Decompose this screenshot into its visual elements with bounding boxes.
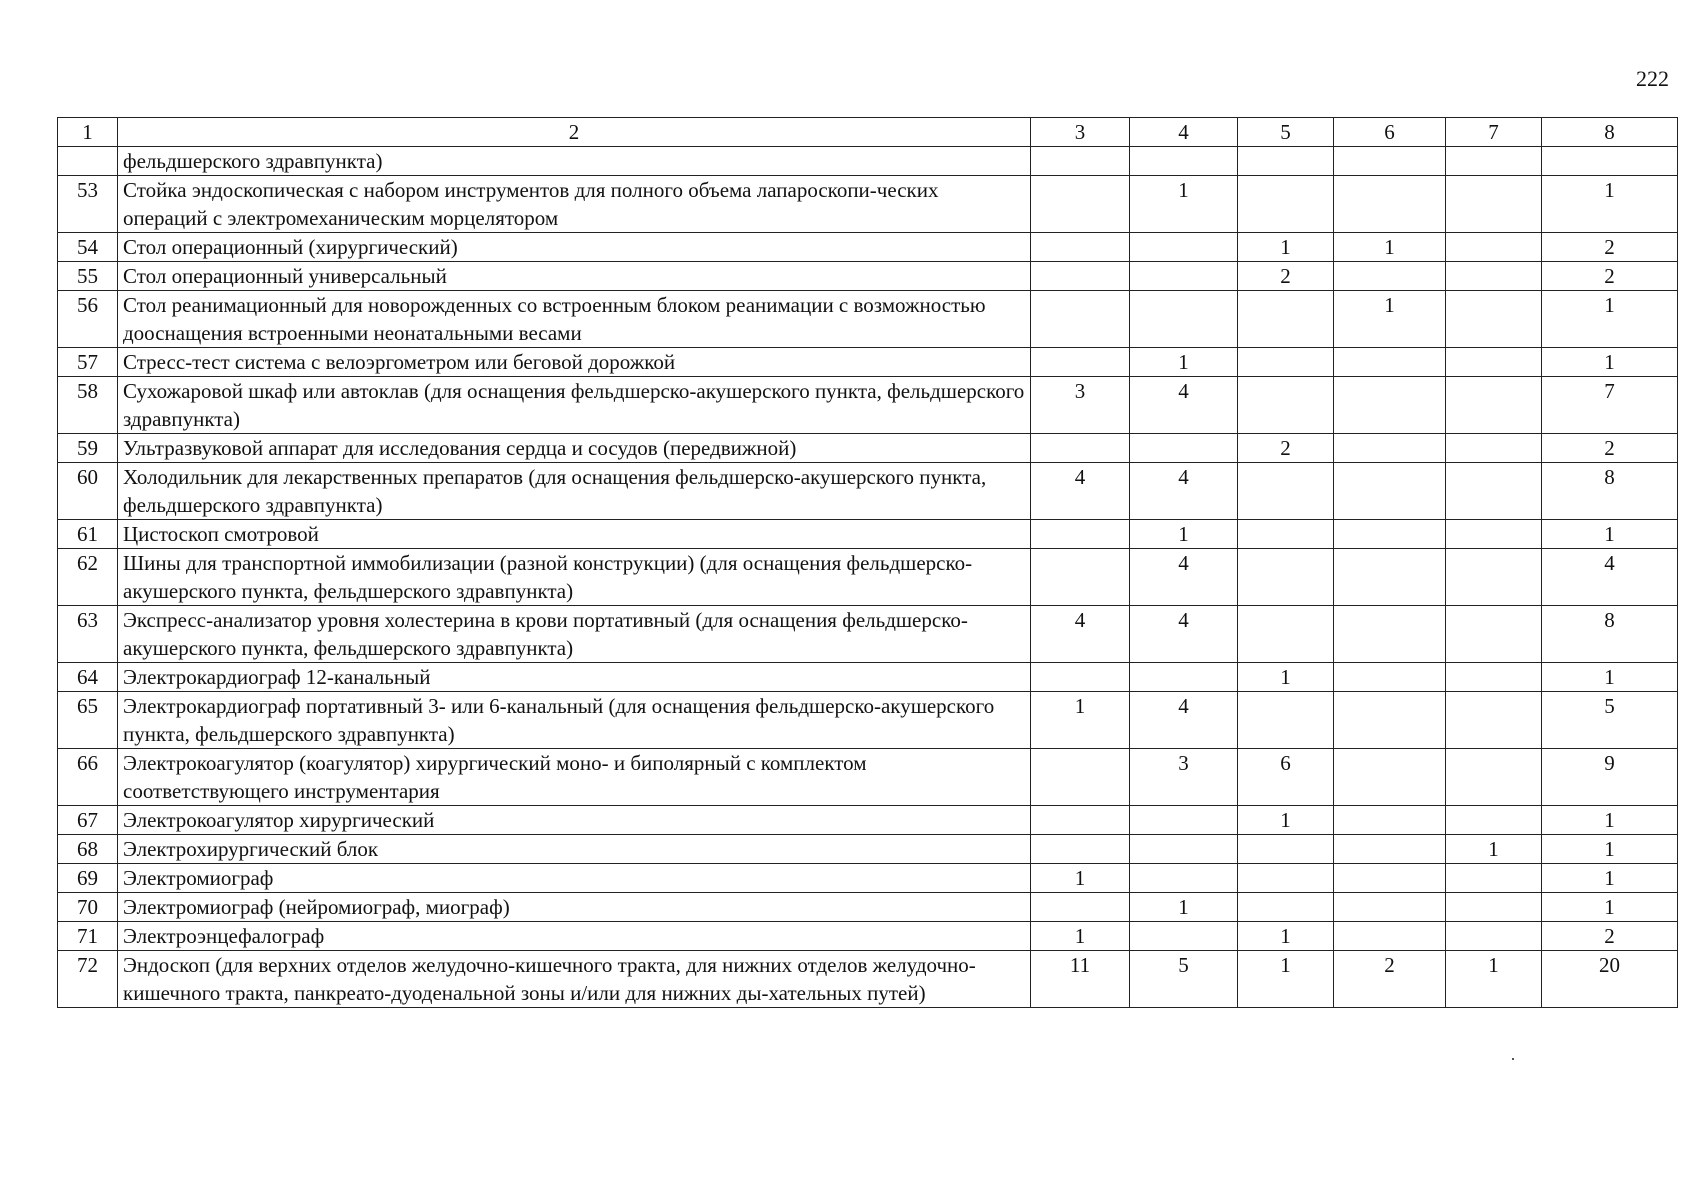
column-4-cell xyxy=(1130,835,1238,864)
column-4-cell xyxy=(1130,291,1238,348)
column-7-cell xyxy=(1446,348,1542,377)
column-5-cell xyxy=(1238,549,1334,606)
column-8-total-cell: 8 xyxy=(1542,463,1678,520)
equipment-name-cell: Шины для транспортной иммобилизации (разной конструкции) (для оснащения фельдшерско-акушерского пункта, фельдшерского здравпункта) xyxy=(118,549,1031,606)
column-8-total-cell: 1 xyxy=(1542,663,1678,692)
equipment-name-cell: Электрохирургический блок xyxy=(118,835,1031,864)
column-3-cell xyxy=(1031,348,1130,377)
row-number-cell: 72 xyxy=(58,951,118,1008)
column-5-cell xyxy=(1238,291,1334,348)
column-8-total-cell: 1 xyxy=(1542,893,1678,922)
column-7-cell xyxy=(1446,291,1542,348)
row-number-cell: 63 xyxy=(58,606,118,663)
column-3-cell xyxy=(1031,233,1130,262)
continuation-row xyxy=(58,147,1678,176)
column-header-6: 6 xyxy=(1334,118,1446,147)
column-5-cell: 1 xyxy=(1238,806,1334,835)
column-8-total-cell: 7 xyxy=(1542,377,1678,434)
column-7-cell xyxy=(1446,520,1542,549)
column-7-cell xyxy=(1446,922,1542,951)
continuation-empty-cell xyxy=(1130,147,1238,176)
continuation-number-cell xyxy=(58,147,118,176)
column-4-cell: 4 xyxy=(1130,606,1238,663)
table-row xyxy=(58,176,1678,233)
table-row xyxy=(58,835,1678,864)
table-row xyxy=(58,806,1678,835)
table-body xyxy=(58,118,1678,1008)
table-row xyxy=(58,893,1678,922)
column-3-cell xyxy=(1031,749,1130,806)
column-6-cell xyxy=(1334,922,1446,951)
column-8-total-cell: 5 xyxy=(1542,692,1678,749)
column-6-cell xyxy=(1334,549,1446,606)
row-number-cell: 58 xyxy=(58,377,118,434)
column-7-cell xyxy=(1446,377,1542,434)
column-5-cell xyxy=(1238,606,1334,663)
column-7-cell xyxy=(1446,262,1542,291)
column-5-cell: 1 xyxy=(1238,233,1334,262)
column-6-cell xyxy=(1334,835,1446,864)
column-4-cell: 1 xyxy=(1130,893,1238,922)
column-8-total-cell: 1 xyxy=(1542,835,1678,864)
equipment-name-cell: Электрокоагулятор (коагулятор) хирургический моно- и биполярный с комплектом соответствующего инструментария xyxy=(118,749,1031,806)
column-7-cell xyxy=(1446,463,1542,520)
column-8-total-cell: 1 xyxy=(1542,176,1678,233)
table-row xyxy=(58,663,1678,692)
column-6-cell xyxy=(1334,262,1446,291)
equipment-name-cell: Стол реанимационный для новорожденных со встроенным блоком реанимации с возможностью дооснащения встроенными неонатальными весами xyxy=(118,291,1031,348)
column-3-cell xyxy=(1031,176,1130,233)
column-7-cell xyxy=(1446,233,1542,262)
column-5-cell xyxy=(1238,377,1334,434)
column-7-cell xyxy=(1446,176,1542,233)
column-4-cell: 4 xyxy=(1130,692,1238,749)
column-4-cell: 4 xyxy=(1130,377,1238,434)
column-5-cell xyxy=(1238,520,1334,549)
column-5-cell xyxy=(1238,835,1334,864)
column-4-cell xyxy=(1130,864,1238,893)
table-row xyxy=(58,749,1678,806)
row-number-cell: 56 xyxy=(58,291,118,348)
column-8-total-cell: 1 xyxy=(1542,806,1678,835)
column-6-cell xyxy=(1334,348,1446,377)
table-row xyxy=(58,463,1678,520)
column-7-cell xyxy=(1446,806,1542,835)
column-6-cell xyxy=(1334,663,1446,692)
column-7-cell xyxy=(1446,692,1542,749)
row-number-cell: 65 xyxy=(58,692,118,749)
row-number-cell: 71 xyxy=(58,922,118,951)
column-4-cell xyxy=(1130,434,1238,463)
column-7-cell xyxy=(1446,864,1542,893)
column-header-4: 4 xyxy=(1130,118,1238,147)
row-number-cell: 57 xyxy=(58,348,118,377)
column-4-cell: 4 xyxy=(1130,463,1238,520)
column-4-cell: 5 xyxy=(1130,951,1238,1008)
column-3-cell: 1 xyxy=(1031,692,1130,749)
column-3-cell xyxy=(1031,434,1130,463)
column-8-total-cell: 2 xyxy=(1542,434,1678,463)
column-5-cell: 1 xyxy=(1238,951,1334,1008)
equipment-name-cell: Электромиограф xyxy=(118,864,1031,893)
column-6-cell: 1 xyxy=(1334,233,1446,262)
table-row xyxy=(58,864,1678,893)
column-6-cell xyxy=(1334,176,1446,233)
column-6-cell: 2 xyxy=(1334,951,1446,1008)
table-row xyxy=(58,606,1678,663)
column-3-cell: 3 xyxy=(1031,377,1130,434)
column-6-cell xyxy=(1334,692,1446,749)
column-3-cell: 4 xyxy=(1031,463,1130,520)
scan-speck xyxy=(1512,1058,1514,1060)
column-5-cell xyxy=(1238,864,1334,893)
column-7-cell xyxy=(1446,549,1542,606)
row-number-cell: 54 xyxy=(58,233,118,262)
column-4-cell xyxy=(1130,806,1238,835)
equipment-name-cell: Электромиограф (нейромиограф, миограф) xyxy=(118,893,1031,922)
column-4-cell xyxy=(1130,663,1238,692)
column-8-total-cell: 2 xyxy=(1542,262,1678,291)
equipment-name-cell: Эндоскоп (для верхних отделов желудочно-кишечного тракта, для нижних отделов желудочно-кишечного тракта, панкреато-дуоденальной зоны и/или для нижних ды-хательных путей) xyxy=(118,951,1031,1008)
table-row xyxy=(58,348,1678,377)
column-7-cell xyxy=(1446,663,1542,692)
table-row xyxy=(58,549,1678,606)
column-8-total-cell: 20 xyxy=(1542,951,1678,1008)
row-number-cell: 69 xyxy=(58,864,118,893)
column-5-cell: 6 xyxy=(1238,749,1334,806)
row-number-cell: 53 xyxy=(58,176,118,233)
column-6-cell xyxy=(1334,520,1446,549)
column-4-cell xyxy=(1130,922,1238,951)
equipment-name-cell: Экспресс-анализатор уровня холестерина в крови портативный (для оснащения фельдшерско-акушерского пункта, фельдшерского здравпункта) xyxy=(118,606,1031,663)
equipment-name-cell: Стресс-тест система с велоэргометром или беговой дорожкой xyxy=(118,348,1031,377)
column-8-total-cell: 1 xyxy=(1542,348,1678,377)
equipment-name-cell: Ультразвуковой аппарат для исследования сердца и сосудов (передвижной) xyxy=(118,434,1031,463)
column-7-cell xyxy=(1446,606,1542,663)
row-number-cell: 68 xyxy=(58,835,118,864)
column-header-3: 3 xyxy=(1031,118,1130,147)
equipment-name-cell: Стойка эндоскопическая с набором инструментов для полного объема лапароскопи-ческих операций с электромеханическим морцелятором xyxy=(118,176,1031,233)
column-8-total-cell: 9 xyxy=(1542,749,1678,806)
column-3-cell: 1 xyxy=(1031,922,1130,951)
row-number-cell: 60 xyxy=(58,463,118,520)
column-4-cell: 3 xyxy=(1130,749,1238,806)
column-8-total-cell: 1 xyxy=(1542,864,1678,893)
table-row xyxy=(58,520,1678,549)
column-header-8: 8 xyxy=(1542,118,1678,147)
column-6-cell: 1 xyxy=(1334,291,1446,348)
column-5-cell: 1 xyxy=(1238,922,1334,951)
column-5-cell xyxy=(1238,348,1334,377)
column-7-cell: 1 xyxy=(1446,835,1542,864)
column-3-cell xyxy=(1031,806,1130,835)
column-5-cell xyxy=(1238,893,1334,922)
row-number-cell: 67 xyxy=(58,806,118,835)
column-3-cell: 4 xyxy=(1031,606,1130,663)
column-header-7: 7 xyxy=(1446,118,1542,147)
column-8-total-cell: 4 xyxy=(1542,549,1678,606)
column-3-cell: 1 xyxy=(1031,864,1130,893)
column-6-cell xyxy=(1334,434,1446,463)
table-row xyxy=(58,262,1678,291)
table-row xyxy=(58,233,1678,262)
column-3-cell xyxy=(1031,262,1130,291)
column-5-cell xyxy=(1238,692,1334,749)
row-number-cell: 59 xyxy=(58,434,118,463)
column-header-1: 1 xyxy=(58,118,118,147)
equipment-name-cell: Электрокардиограф 12-канальный xyxy=(118,663,1031,692)
table-row xyxy=(58,951,1678,1008)
equipment-name-cell: Стол операционный универсальный xyxy=(118,262,1031,291)
continuation-empty-cell xyxy=(1031,147,1130,176)
column-4-cell xyxy=(1130,233,1238,262)
continuation-empty-cell xyxy=(1446,147,1542,176)
column-3-cell xyxy=(1031,291,1130,348)
column-3-cell xyxy=(1031,520,1130,549)
equipment-name-cell: Электрокоагулятор хирургический xyxy=(118,806,1031,835)
equipment-table xyxy=(57,117,1678,1008)
column-4-cell: 4 xyxy=(1130,549,1238,606)
equipment-name-cell: Стол операционный (хирургический) xyxy=(118,233,1031,262)
equipment-name-cell: Электроэнцефалограф xyxy=(118,922,1031,951)
table-row xyxy=(58,377,1678,434)
column-7-cell xyxy=(1446,749,1542,806)
row-number-cell: 62 xyxy=(58,549,118,606)
column-6-cell xyxy=(1334,864,1446,893)
column-header-2: 2 xyxy=(118,118,1031,147)
column-5-cell xyxy=(1238,176,1334,233)
column-7-cell: 1 xyxy=(1446,951,1542,1008)
column-4-cell: 1 xyxy=(1130,348,1238,377)
column-6-cell xyxy=(1334,893,1446,922)
table-row xyxy=(58,692,1678,749)
column-6-cell xyxy=(1334,749,1446,806)
continuation-text: фельдшерского здравпункта) xyxy=(118,147,1031,176)
row-number-cell: 61 xyxy=(58,520,118,549)
column-3-cell xyxy=(1031,893,1130,922)
column-6-cell xyxy=(1334,377,1446,434)
table-row xyxy=(58,291,1678,348)
column-4-cell xyxy=(1130,262,1238,291)
column-5-cell: 2 xyxy=(1238,434,1334,463)
column-5-cell: 2 xyxy=(1238,262,1334,291)
equipment-name-cell: Электрокардиограф портативный 3- или 6-канальный (для оснащения фельдшерско-акушерского пункта, фельдшерского здравпункта) xyxy=(118,692,1031,749)
column-6-cell xyxy=(1334,606,1446,663)
column-8-total-cell: 2 xyxy=(1542,922,1678,951)
column-8-total-cell: 1 xyxy=(1542,520,1678,549)
continuation-empty-cell xyxy=(1238,147,1334,176)
row-number-cell: 66 xyxy=(58,749,118,806)
column-header-5: 5 xyxy=(1238,118,1334,147)
column-7-cell xyxy=(1446,434,1542,463)
column-3-cell xyxy=(1031,663,1130,692)
column-4-cell: 1 xyxy=(1130,520,1238,549)
continuation-empty-cell xyxy=(1334,147,1446,176)
row-number-cell: 55 xyxy=(58,262,118,291)
column-5-cell: 1 xyxy=(1238,663,1334,692)
row-number-cell: 70 xyxy=(58,893,118,922)
column-8-total-cell: 1 xyxy=(1542,291,1678,348)
column-5-cell xyxy=(1238,463,1334,520)
column-4-cell: 1 xyxy=(1130,176,1238,233)
equipment-name-cell: Холодильник для лекарственных препаратов (для оснащения фельдшерско-акушерского пункта, фельдшерского здравпункта) xyxy=(118,463,1031,520)
continuation-empty-cell xyxy=(1542,147,1678,176)
table-row xyxy=(58,434,1678,463)
table-row xyxy=(58,922,1678,951)
column-7-cell xyxy=(1446,893,1542,922)
column-3-cell: 11 xyxy=(1031,951,1130,1008)
column-number-row xyxy=(58,118,1678,147)
row-number-cell: 64 xyxy=(58,663,118,692)
column-6-cell xyxy=(1334,463,1446,520)
column-3-cell xyxy=(1031,835,1130,864)
column-8-total-cell: 2 xyxy=(1542,233,1678,262)
column-3-cell xyxy=(1031,549,1130,606)
equipment-name-cell: Сухожаровой шкаф или автоклав (для оснащения фельдшерско-акушерского пункта, фельдшерского здравпункта) xyxy=(118,377,1031,434)
column-6-cell xyxy=(1334,806,1446,835)
page-number: 222 xyxy=(1636,66,1669,91)
equipment-name-cell: Цистоскоп смотровой xyxy=(118,520,1031,549)
column-8-total-cell: 8 xyxy=(1542,606,1678,663)
